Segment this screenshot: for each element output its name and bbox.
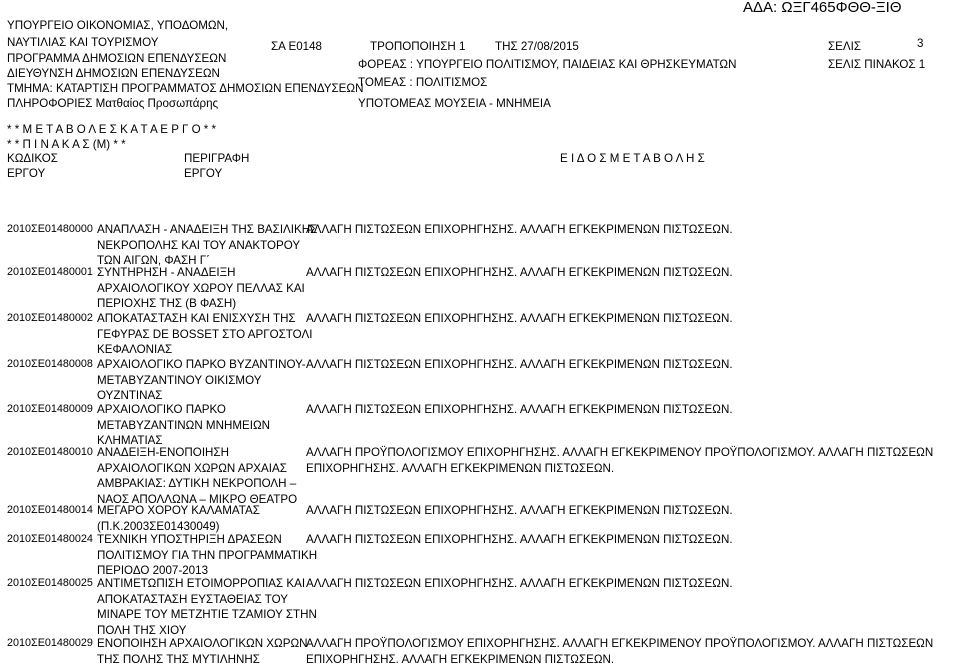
- project-code: 2010ΣΕ01480000: [7, 223, 93, 235]
- project-description: ΑΝΤΙΜΕΤΩΠΙΣΗ ΕΤΟΙΜΟΡΡΟΠΙΑΣ ΚΑΙ ΑΠΟΚΑΤΑΣΤΑΣΗ ΕΥΣΤΑΘΕΙΑΣ ΤΟΥ ΜΙΝΑΡΕ ΤΟΥ ΜΕΤΖΗΤΙΕ ΤΖΑΜΙΟΥ ΣΤΗΝ ΠΟΛΗ ΤΗΣ ΧΙΟΥ: [97, 577, 317, 637]
- change-type: ΑΛΛΑΓΗ ΠΡΟΫΠΟΛΟΓΙΣΜΟΥ ΕΠΙΧΟΡΗΓΗΣΗΣ. ΑΛΛΑΓΗ ΕΓΚΕΚΡΙΜΕΝΟΥ ΠΡΟΫΠΟΛΟΓΙΣΜΟΥ. ΑΛΛΑΓΗ ΠΙΣΤΩΣΕΩΝ ΕΠΙΧΟΡΗΓΗΣΗΣ. ΑΛΛΑΓΗ ΕΓΚΕΚΡΙΜΕΝΩΝ ΠΙΣΤΩΣΕΩΝ.: [306, 637, 934, 666]
- changes-title: * * Μ Ε Τ Α Β Ο Λ Ε Σ Κ Α Τ Α Ε Ρ Γ Ο * *: [7, 123, 217, 136]
- change-type: ΑΛΛΑΓΗ ΠΡΟΫΠΟΛΟΓΙΣΜΟΥ ΕΠΙΧΟΡΗΓΗΣΗΣ. ΑΛΛΑΓΗ ΕΓΚΕΚΡΙΜΕΝΟΥ ΠΡΟΫΠΟΛΟΓΙΣΜΟΥ. ΑΛΛΑΓΗ ΠΙΣΤΩΣΕΩΝ ΕΠΙΧΟΡΗΓΗΣΗΣ. ΑΛΛΑΓΗ ΕΓΚΕΚΡΙΜΕΝΩΝ ΠΙΣΤΩΣΕΩΝ.: [306, 446, 934, 475]
- project-code: 2010ΣΕ01480009: [7, 403, 93, 415]
- change-type: ΑΛΛΑΓΗ ΠΙΣΤΩΣΕΩΝ ΕΠΙΧΟΡΗΓΗΣΗΣ. ΑΛΛΑΓΗ ΕΓΚΕΚΡΙΜΕΝΩΝ ΠΙΣΤΩΣΕΩΝ.: [306, 358, 733, 371]
- ministry-line1: ΥΠΟΥΡΓΕΙΟ ΟΙΚΟΝΟΜΙΑΣ, ΥΠΟΔΟΜΩΝ,: [7, 19, 229, 32]
- project-code: 2010ΣΕ01480001: [7, 266, 93, 278]
- project-code: 2010ΣΕ01480025: [7, 577, 93, 589]
- change-type: ΑΛΛΑΓΗ ΠΙΣΤΩΣΕΩΝ ΕΠΙΧΟΡΗΓΗΣΗΣ. ΑΛΛΑΓΗ ΕΓΚΕΚΡΙΜΕΝΩΝ ΠΙΣΤΩΣΕΩΝ.: [306, 403, 733, 416]
- project-description: ΤΕΧΝΙΚΗ ΥΠΟΣΤΗΡΙΞΗ ΔΡΑΣΕΩΝ ΠΟΛΙΤΙΣΜΟΥ ΓΙΑ ΤΗΝ ΠΡΟΓΡΑΜΜΑΤΙΚΗ ΠΕΡΙΟΔΟ 2007-2013: [97, 533, 318, 578]
- change-type: ΑΛΛΑΓΗ ΠΙΣΤΩΣΕΩΝ ΕΠΙΧΟΡΗΓΗΣΗΣ. ΑΛΛΑΓΗ ΕΓΚΕΚΡΙΜΕΝΩΝ ΠΙΣΤΩΣΕΩΝ.: [306, 533, 733, 546]
- col-code-header-2: ΕΡΓΟΥ: [7, 167, 46, 180]
- project-code: 2010ΣΕ01480029: [7, 637, 93, 649]
- page-number: 3: [917, 37, 924, 50]
- project-description: ΑΡΧΑΙΟΛΟΓΙΚΟ ΠΑΡΚΟ ΜΕΤΑΒΥΖΑΝΤΙΝΩΝ ΜΝΗΜΕΙΩΝ ΚΛΗΜΑΤΙΑΣ: [97, 403, 270, 448]
- project-description: ΑΝΑΠΛΑΣΗ - ΑΝΑΔΕΙΞΗ ΤΗΣ ΒΑΣΙΛΙΚΗΣ ΝΕΚΡΟΠΟΛΗΣ ΚΑΙ ΤΟΥ ΑΝΑΚΤΟΡΟΥ ΤΩΝ ΑΙΓΩΝ, ΦΑΣΗ Γ΄: [97, 223, 318, 268]
- project-description: ΜΕΓΑΡΟ ΧΟΡΟΥ ΚΑΛΑΜΑΤΑΣ (Π.Κ.2003ΣΕ01430049): [97, 504, 260, 533]
- sector-name: ΤΟΜΕΑΣ : ΠΟΛΙΤΙΣΜΟΣ: [358, 76, 488, 89]
- change-type: ΑΛΛΑΓΗ ΠΙΣΤΩΣΕΩΝ ΕΠΙΧΟΡΗΓΗΣΗΣ. ΑΛΛΑΓΗ ΕΓΚΕΚΡΙΜΕΝΩΝ ΠΙΣΤΩΣΕΩΝ.: [306, 312, 733, 325]
- amendment-date: ΤΗΣ 27/08/2015: [495, 40, 579, 53]
- project-description: ΑΝΑΔΕΙΞΗ-ΕΝΟΠΟΙΗΣΗ ΑΡΧΑΙΟΛΟΓΙΚΩΝ ΧΩΡΩΝ ΑΡΧΑΙΑΣ ΑΜΒΡΑΚΙΑΣ: ΔΥΤΙΚΗ ΝΕΚΡΟΠΟΛΗ – ΝΑΟΣ ΑΠΟΛΛΩΝΑ – ΜΙΚΡΟ ΘΕΑΤΡΟ: [97, 446, 298, 506]
- col-change-header: Ε Ι Δ Ο Σ Μ Ε Τ Α Β Ο Λ Η Σ: [560, 152, 705, 165]
- subsector-name: ΥΠΟΤΟΜΕΑΣ ΜΟΥΣΕΙΑ - ΜΝΗΜΕΙΑ: [358, 97, 551, 110]
- col-code-header-1: ΚΩΔΙΚΟΣ: [7, 152, 58, 165]
- change-type: ΑΛΛΑΓΗ ΠΙΣΤΩΣΕΩΝ ΕΠΙΧΟΡΗΓΗΣΗΣ. ΑΛΛΑΓΗ ΕΓΚΕΚΡΙΜΕΝΩΝ ΠΙΣΤΩΣΕΩΝ.: [306, 266, 733, 279]
- project-description: ΑΠΟΚΑΤΑΣΤΑΣΗ ΚΑΙ ΕΝΙΣΧΥΣΗ ΤΗΣ ΓΕΦΥΡΑΣ DE BOSSET ΣΤΟ ΑΡΓΟΣΤΟΛΙ ΚΕΦΑΛΟΝΙΑΣ: [97, 312, 313, 357]
- project-code: 2010ΣΕ01480024: [7, 533, 93, 545]
- project-description: ΣΥΝΤΗΡΗΣΗ - ΑΝΑΔΕΙΞΗ ΑΡΧΑΙΟΛΟΓΙΚΟΥ ΧΩΡΟΥ ΠΕΛΛΑΣ ΚΑΙ ΠΕΡΙΟΧΗΣ ΤΗΣ (Β ΦΑΣΗ): [97, 266, 305, 311]
- col-desc-header-1: ΠΕΡΙΓΡΑΦΗ: [184, 152, 250, 165]
- col-desc-header-2: ΕΡΓΟΥ: [184, 167, 223, 180]
- project-description: ΑΡΧΑΙΟΛΟΓΙΚΟ ΠΑΡΚΟ ΒΥΖΑΝΤΙΝΟΥ- ΜΕΤΑΒΥΖΑΝΤΙΝΟΥ ΟΙΚΙΣΜΟΥ ΟΥΖΝΤΙΝΑΣ: [97, 358, 306, 403]
- ada-code: ΑΔΑ: ΩΞΓ465ΦΘΘ-ΞΙΘ: [743, 0, 902, 16]
- agency-name: ΦΟΡΕΑΣ : ΥΠΟΥΡΓΕΙΟ ΠΟΛΙΤΙΣΜΟΥ, ΠΑΙΔΕΙΑΣ ΚΑΙ ΘΡΗΣΚΕΥΜΑΤΩΝ: [358, 58, 737, 71]
- directorate-name: ΔΙΕΥΘΥΝΣΗ ΔΗΜΟΣΙΩΝ ΕΠΕΝΔΥΣΕΩΝ: [7, 67, 220, 80]
- info-contact: ΠΛΗΡΟΦΟΡΙΕΣ Ματθαίος Προσωπάρης: [7, 97, 219, 110]
- project-code: 2010ΣΕ01480002: [7, 312, 93, 324]
- project-code: 2010ΣΕ01480010: [7, 446, 93, 458]
- change-type: ΑΛΛΑΓΗ ΠΙΣΤΩΣΕΩΝ ΕΠΙΧΟΡΗΓΗΣΗΣ. ΑΛΛΑΓΗ ΕΓΚΕΚΡΙΜΕΝΩΝ ΠΙΣΤΩΣΕΩΝ.: [306, 223, 733, 236]
- tables-title: * * Π Ι Ν Α Κ Α Σ (Μ) * *: [7, 138, 126, 151]
- project-description: ΕΝΟΠΟΙΗΣΗ ΑΡΧΑΙΟΛΟΓΙΚΩΝ ΧΩΡΩΝ ΤΗΣ ΠΟΛΗΣ ΤΗΣ ΜΥΤΙΛΗΝΗΣ: [97, 637, 308, 666]
- sa-code: ΣΑ Ε0148: [271, 40, 323, 53]
- change-type: ΑΛΛΑΓΗ ΠΙΣΤΩΣΕΩΝ ΕΠΙΧΟΡΗΓΗΣΗΣ. ΑΛΛΑΓΗ ΕΓΚΕΚΡΙΜΕΝΩΝ ΠΙΣΤΩΣΕΩΝ.: [306, 504, 733, 517]
- ministry-line2: ΝΑΥΤΙΛΙΑΣ ΚΑΙ ΤΟΥΡΙΣΜΟΥ: [7, 36, 159, 49]
- amendment-number: ΤΡΟΠΟΠΟΙΗΣΗ 1: [370, 40, 466, 53]
- department-name: ΤΜΗΜΑ: ΚΑΤΑΡΤΙΣΗ ΠΡΟΓΡΑΜΜΑΤΟΣ ΔΗΜΟΣΙΩΝ ΕΠΕΝΔΥΣΕΩΝ: [7, 82, 364, 95]
- table-page: ΣΕΛΙΣ ΠΙΝΑΚΟΣ 1: [828, 58, 926, 71]
- project-code: 2010ΣΕ01480014: [7, 504, 93, 516]
- page-label: ΣΕΛΙΣ: [828, 40, 862, 53]
- project-code: 2010ΣΕ01480008: [7, 358, 93, 370]
- change-type: ΑΛΛΑΓΗ ΠΙΣΤΩΣΕΩΝ ΕΠΙΧΟΡΗΓΗΣΗΣ. ΑΛΛΑΓΗ ΕΓΚΕΚΡΙΜΕΝΩΝ ΠΙΣΤΩΣΕΩΝ.: [306, 577, 733, 590]
- program-name: ΠΡΟΓΡΑΜΜΑ ΔΗΜΟΣΙΩΝ ΕΠΕΝΔΥΣΕΩΝ: [7, 52, 227, 65]
